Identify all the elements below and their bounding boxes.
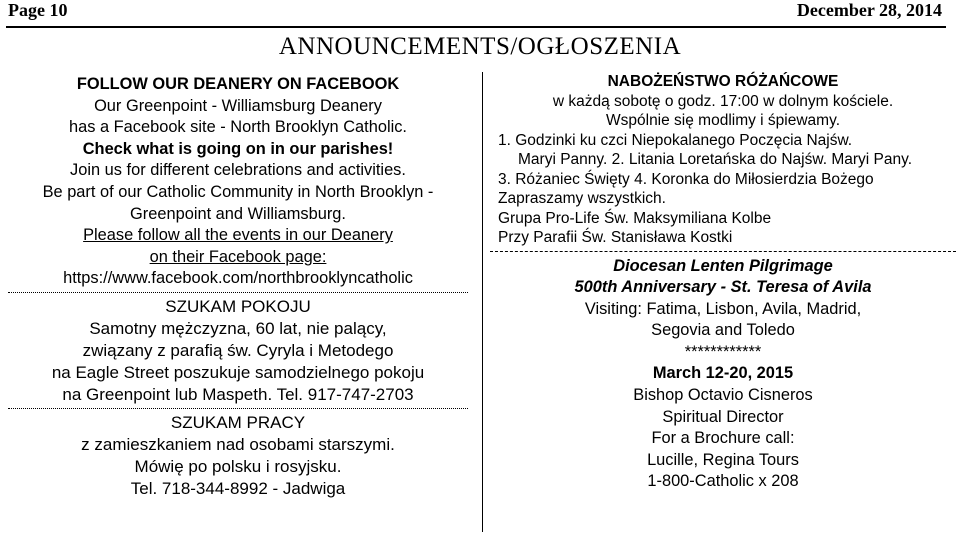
pilgrimage-line: Bishop Octavio Cisneros bbox=[633, 386, 813, 405]
pilgrimage-line: 1-800-Catholic x 208 bbox=[647, 472, 799, 491]
divider bbox=[490, 251, 956, 252]
work-title: SZUKAM PRACY bbox=[170, 412, 306, 432]
room-line: Samotny mężczyzna, 60 lat, nie palący, bbox=[89, 318, 387, 338]
pilgrimage-title: Diocesan Lenten Pilgrimage bbox=[613, 256, 833, 275]
left-column bbox=[8, 74, 468, 500]
section-title: ANNOUNCEMENTS/OGŁOSZENIA bbox=[278, 33, 682, 60]
rosary-line: w każdą sobotę o godz. 17:00 w dolnym kościele. bbox=[552, 92, 894, 110]
room-title: SZUKAM POKOJU bbox=[165, 296, 311, 316]
deanery-line: Check what is going on in our parishes! bbox=[82, 139, 394, 158]
facebook-url[interactable]: https://www.facebook.com/northbrooklyncatholic bbox=[63, 269, 413, 288]
divider bbox=[8, 292, 468, 293]
pilgrimage-line: Lucille, Regina Tours bbox=[647, 450, 799, 469]
pilgrimage-subtitle: 500th Anniversary - St. Teresa of Avila bbox=[574, 278, 872, 297]
room-line: na Eagle Street poszukuje samodzielnego pokoju bbox=[51, 362, 425, 382]
pilgrimage-line: For a Brochure call: bbox=[651, 429, 795, 448]
rosary-list-line: Maryi Panny. 2. Litania Loretańska do Najśw. Maryi Pany. bbox=[518, 151, 913, 168]
pilgrimage-dates: March 12-20, 2015 bbox=[652, 364, 794, 383]
deanery-line: has a Facebook site - North Brooklyn Catholic. bbox=[69, 118, 407, 137]
deanery-follow-line: Please follow all the events in our Deanery bbox=[83, 226, 393, 245]
work-line: z zamieszkaniem nad osobami starszymi. bbox=[81, 434, 395, 454]
pilgrimage-line: Spiritual Director bbox=[662, 407, 784, 426]
page-number: Page 10 bbox=[8, 0, 68, 20]
pilgrimage-line: ************ bbox=[684, 342, 762, 361]
rosary-line: Wspólnie się modlimy i śpiewamy. bbox=[606, 112, 840, 129]
divider bbox=[8, 408, 468, 409]
deanery-line: Be part of our Catholic Community in North Brooklyn - bbox=[42, 182, 434, 201]
work-line: Tel. 718-344-8992 - Jadwiga bbox=[130, 478, 346, 498]
deanery-follow-line: on their Facebook page: bbox=[149, 247, 327, 266]
pilgrimage-line: Visiting: Fatima, Lisbon, Avila, Madrid, bbox=[584, 299, 862, 318]
right-column bbox=[490, 72, 956, 493]
deanery-title: FOLLOW OUR DEANERY ON FACEBOOK bbox=[76, 75, 400, 93]
deanery-line: Greenpoint and Williamsburg. bbox=[130, 204, 346, 223]
deanery-line: Join us for different celebrations and activities. bbox=[70, 161, 406, 180]
room-line: na Greenpoint lub Maspeth. Tel. 917-747-2703 bbox=[62, 384, 414, 404]
deanery-line: Our Greenpoint - Williamsburg Deanery bbox=[94, 96, 382, 115]
work-line: Mówię po polsku i rosyjsku. bbox=[134, 456, 342, 476]
column-divider bbox=[482, 72, 483, 532]
pilgrimage-line: Segovia and Toledo bbox=[651, 321, 795, 340]
rosary-list-line: 1. Godzinki ku czci Niepokalanego Poczęcia Najśw. bbox=[498, 131, 853, 149]
rosary-list-line: Zapraszamy wszystkich. bbox=[498, 190, 666, 207]
header-rule bbox=[6, 26, 946, 28]
page-date: December 28, 2014 bbox=[796, 0, 942, 20]
rosary-list-line: Grupa Pro-Life Św. Maksymiliana Kolbe bbox=[498, 209, 772, 227]
rosary-title: NABOŻEŃSTWO RÓŻAŃCOWE bbox=[607, 73, 839, 90]
rosary-list-line: Przy Parafii Św. Stanisława Kostki bbox=[498, 229, 733, 246]
rosary-list-line: 3. Różaniec Święty 4. Koronka do Miłosierdzia Bożego bbox=[498, 170, 874, 188]
room-line: związany z parafią św. Cyryla i Metodego bbox=[82, 340, 394, 360]
